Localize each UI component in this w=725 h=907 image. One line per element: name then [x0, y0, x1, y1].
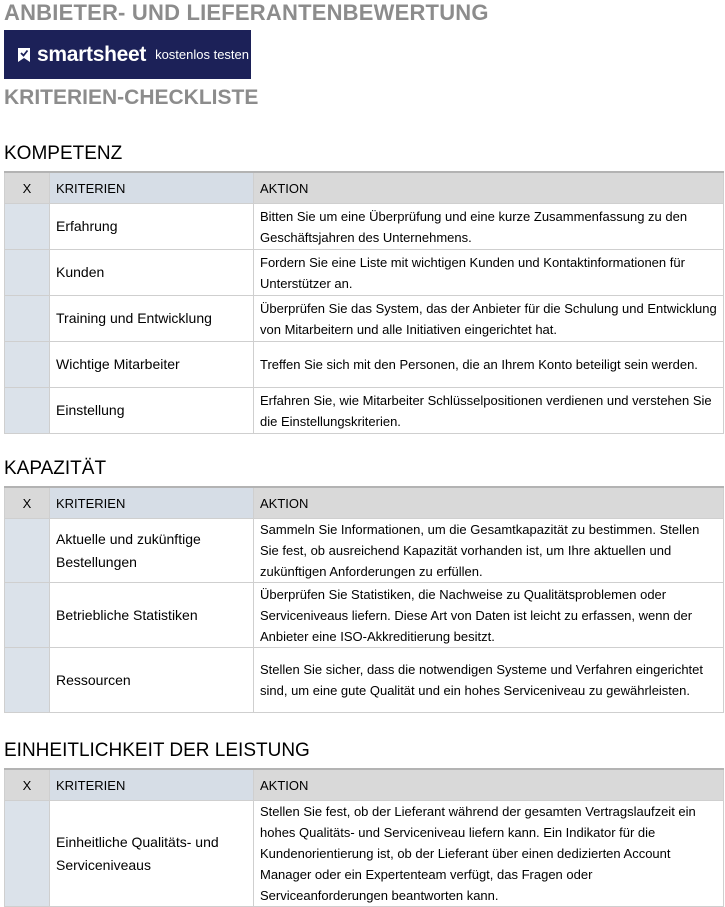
action-cell: Stellen Sie fest, ob der Lieferant während der gesamten Vertragslaufzeit ein hohes Qualitäts- und Serviceniveau liefern kann. Ein Indikator für die Kundenorientierung ist, ob der Lieferant über einen dedizierten Account Manager oder ein Expertenteam verfügt, das Fragen oder Serviceanforderungen beantworten kann. [254, 801, 724, 907]
table-kapazitaet [4, 486, 724, 713]
page-title: ANBIETER- UND LIEFERANTENBEWERTUNG [4, 0, 489, 25]
checkbox-cell[interactable] [5, 250, 50, 296]
criteria-cell: Aktuelle und zukünftige Bestellungen [50, 519, 254, 583]
header-criteria: KRITERIEN [50, 172, 254, 204]
table-header-row [5, 769, 724, 801]
checkbox-cell[interactable] [5, 801, 50, 907]
header-action: AKTION [254, 172, 724, 204]
header-x: X [5, 487, 50, 519]
criteria-cell: Erfahrung [50, 204, 254, 250]
table-row [5, 250, 724, 296]
action-cell: Fordern Sie eine Liste mit wichtigen Kunden und Kontaktinformationen für Unterstützer an. [254, 250, 724, 296]
checkbox-cell[interactable] [5, 204, 50, 250]
action-cell: Erfahren Sie, wie Mitarbeiter Schlüsselpositionen verdienen und verstehen Sie die Einstellungskriterien. [254, 388, 724, 434]
banner-brand: smartsheet [37, 42, 147, 66]
checkbox-cell[interactable] [5, 342, 50, 388]
action-cell: Treffen Sie sich mit den Personen, die an Ihrem Konto beteiligt sein werden. [254, 342, 724, 388]
action-cell: Sammeln Sie Informationen, um die Gesamtkapazität zu bestimmen. Stellen Sie fest, ob ausreichend Kapazität vorhanden ist, um Ihre aktuellen und zukünftigen Anforderungen zu erfüllen. [254, 519, 724, 583]
table-row [5, 583, 724, 648]
checkbox-cell[interactable] [5, 388, 50, 434]
checkbox-cell[interactable] [5, 296, 50, 342]
smartsheet-logo-icon [15, 46, 33, 64]
header-x: X [5, 769, 50, 801]
table-einheitlichkeit [4, 768, 724, 907]
criteria-cell: Einheitliche Qualitäts- und Serviceniveaus [50, 801, 254, 907]
criteria-cell: Ressourcen [50, 648, 254, 713]
header-criteria: KRITERIEN [50, 769, 254, 801]
table-header-row [5, 172, 724, 204]
checkbox-cell[interactable] [5, 583, 50, 648]
checklist-subtitle: KRITERIEN-CHECKLISTE [4, 86, 259, 109]
action-cell: Bitten Sie um eine Überprüfung und eine kurze Zusammenfassung zu den Geschäftsjahren des Unternehmens. [254, 204, 724, 250]
table-row [5, 296, 724, 342]
header-x: X [5, 172, 50, 204]
criteria-cell: Training und Entwicklung [50, 296, 254, 342]
table-row [5, 801, 724, 907]
header-action: AKTION [254, 769, 724, 801]
table-row [5, 204, 724, 250]
criteria-cell: Betriebliche Statistiken [50, 583, 254, 648]
table-kompetenz [4, 171, 724, 434]
header-criteria: KRITERIEN [50, 487, 254, 519]
banner-cta[interactable]: kostenlos testen [155, 47, 250, 62]
table-row [5, 519, 724, 583]
checkbox-cell[interactable] [5, 519, 50, 583]
smartsheet-banner[interactable] [4, 30, 251, 79]
table-row [5, 342, 724, 388]
table-header-row [5, 487, 724, 519]
table-row [5, 388, 724, 434]
criteria-cell: Wichtige Mitarbeiter [50, 342, 254, 388]
section-title-einheitlichkeit: EINHEITLICHKEIT DER LEISTUNG [4, 740, 310, 761]
header-action: AKTION [254, 487, 724, 519]
section-title-kapazitaet: KAPAZITÄT [4, 458, 107, 479]
action-cell: Überprüfen Sie Statistiken, die Nachweise zu Qualitätsproblemen oder Serviceniveaus liefern. Diese Art von Daten ist leicht zu erfassen, wenn der Anbieter eine ISO-Akkreditierung besitzt. [254, 583, 724, 648]
table-row [5, 648, 724, 713]
action-cell: Stellen Sie sicher, dass die notwendigen Systeme und Verfahren eingerichtet sind, um eine gute Qualität und ein hohes Serviceniveau zu gewährleisten. [254, 648, 724, 713]
criteria-cell: Einstellung [50, 388, 254, 434]
checkbox-cell[interactable] [5, 648, 50, 713]
criteria-cell: Kunden [50, 250, 254, 296]
section-title-kompetenz: KOMPETENZ [4, 143, 123, 164]
action-cell: Überprüfen Sie das System, das der Anbieter für die Schulung und Entwicklung von Mitarbeitern und alle Initiativen eingerichtet hat. [254, 296, 724, 342]
